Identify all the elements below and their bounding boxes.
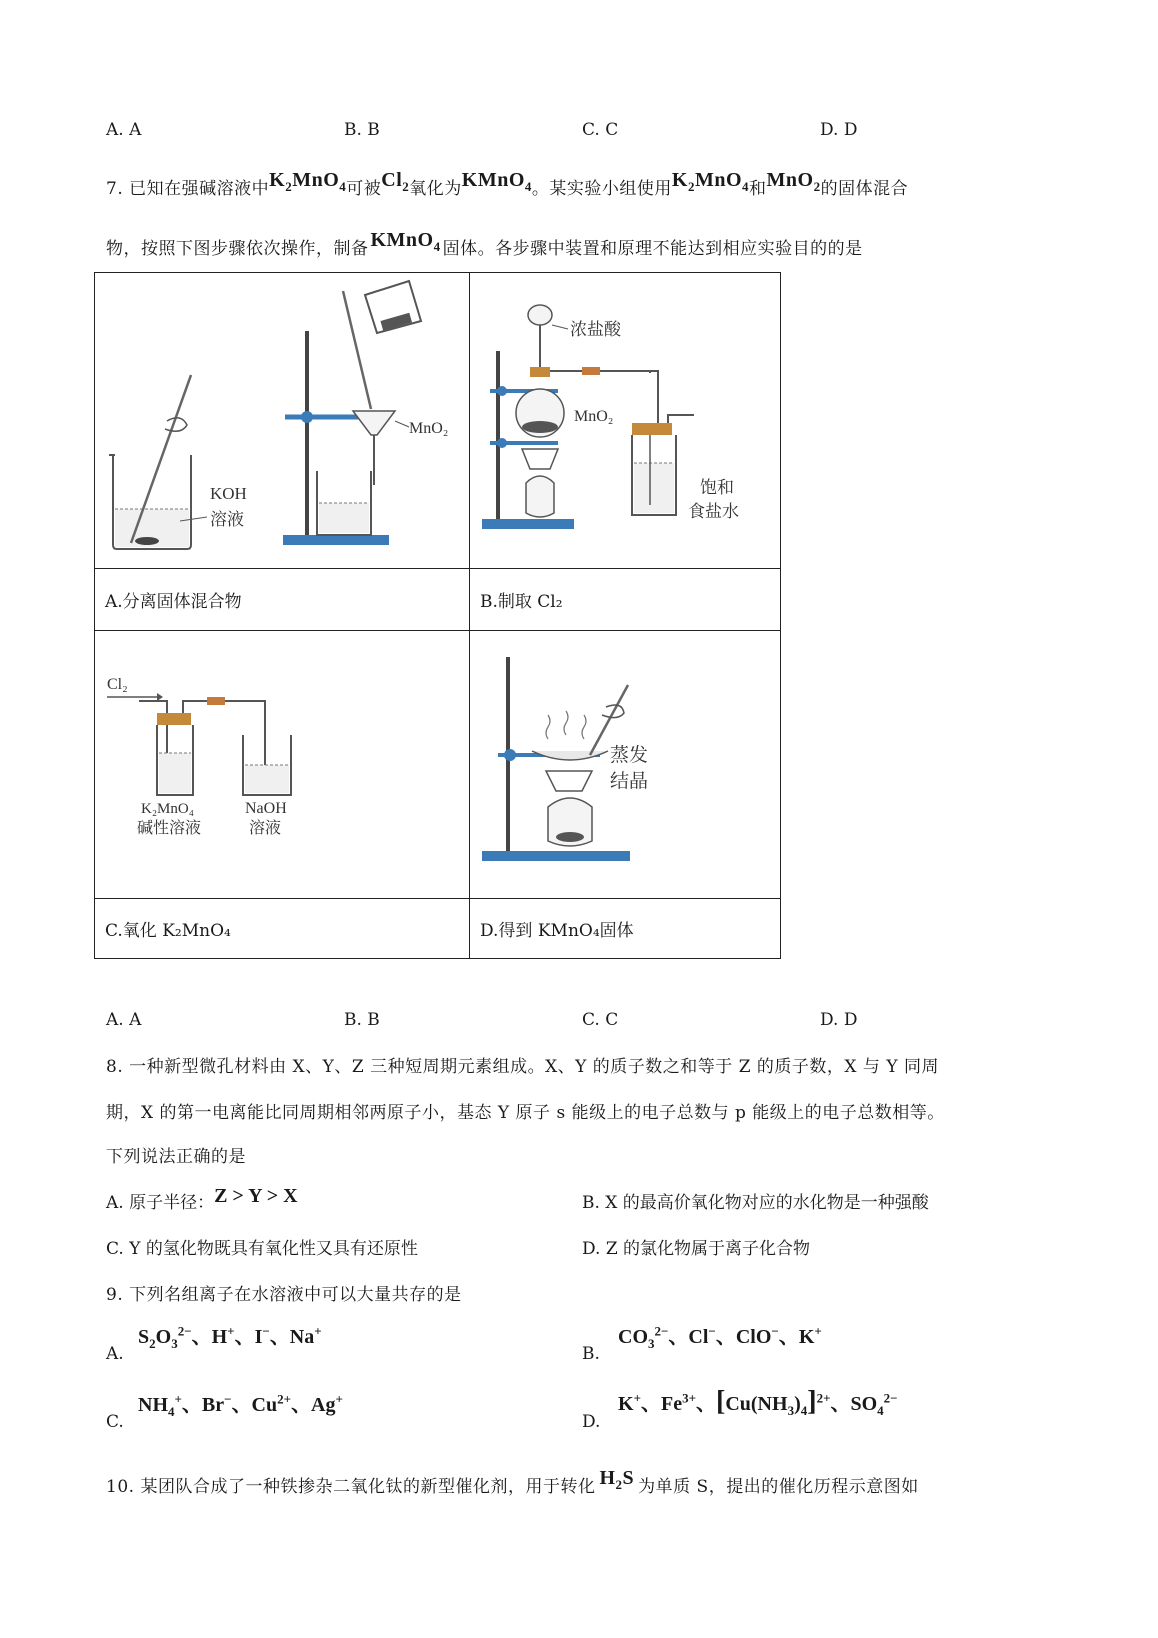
caption-c: C.氧化 K₂MnO₄ [95, 899, 470, 959]
q9-option-b-ions: $CO_3^{2-}$、Cl−、ClO−、K+ [618, 1323, 822, 1351]
conc-hcl-label: 浓盐酸 [570, 320, 621, 339]
q7-stem-line2: 物，按照下图步骤依次操作，制备 KMnO$_4$ 固体。各步骤中装置和原理不能达到相应实验目的的是 [106, 229, 863, 259]
cl2-inlet-label: Cl₂ [107, 676, 128, 693]
q7-option-c: C. C [582, 1010, 619, 1030]
q8-line1: 8. 一种新型微孔材料由 X、Y、Z 三种短周期元素组成。X、Y 的质子数之和等于 Z 的质子数，X 与 Y 同周 [106, 1057, 939, 1077]
q7-figure-d [470, 631, 781, 899]
q9-option-a-ions: $S_2O_3^{2-}$、H+、I−、Na+ [138, 1323, 322, 1351]
figure-b-cl2-generation [470, 273, 780, 563]
koh-label: KOH [210, 484, 247, 503]
crystallize-label: 结晶 [610, 771, 649, 792]
evaporate-label: 蒸发 [610, 745, 649, 766]
saturated-label: 饱和 [700, 478, 734, 497]
caption-a: A.分离固体混合物 [95, 569, 470, 631]
brine-label: 食盐水 [688, 502, 739, 521]
q7-figure-c [95, 631, 470, 899]
q9-label-b: B. [582, 1344, 600, 1364]
k2mno4-label: K₂MnO₄ [141, 801, 194, 817]
q7-apparatus-table [94, 272, 781, 959]
solution-label: 溶液 [210, 510, 244, 529]
mno2-label-b: MnO₂ [574, 408, 614, 425]
q8-option-d: D. Z 的氯化物属于离子化合物 [582, 1239, 811, 1259]
q8-option-a: A. 原子半径：Z > Y > X [106, 1185, 298, 1213]
q8-line3: 下列说法正确的是 [106, 1147, 246, 1167]
caption-b: B.制取 Cl₂ [470, 569, 781, 631]
q6-option-b: B. B [344, 120, 380, 140]
q9-stem: 9. 下列名组离子在水溶液中可以大量共存的是 [106, 1285, 462, 1305]
mno2-label-a: MnO₂ [409, 420, 449, 437]
q6-option-c: C. C [582, 120, 619, 140]
q9-option-d-ions: K+、$Fe^{3+}$、$[Cu(NH_3)_4]^{2+}$、$SO_4^{2-}$ [618, 1386, 898, 1418]
q8-line2: 期，X 的第一电离能比同周期相邻两原子小，基态 Y 原子 s 能级上的电子总数与 p 能级上的电子总数相等。 [106, 1103, 945, 1123]
q7-option-d: D. D [820, 1010, 858, 1030]
q7-figure-b [470, 273, 781, 569]
q9-label-a: A. [106, 1344, 124, 1364]
q7-option-a: A. A [106, 1010, 142, 1030]
q8-option-c: C. Y 的氢化物既具有氧化性又具有还原性 [106, 1239, 418, 1259]
naoh-solution-label: 溶液 [249, 820, 282, 837]
figure-a-filtration [95, 273, 469, 563]
q10-stem: 10. 某团队合成了一种铁掺杂二氧化钛的新型催化剂，用于转化 $H_2S$ 为单质 S，提出的催化历程示意图如 [106, 1467, 919, 1497]
caption-d: D.得到 KMnO₄固体 [470, 899, 781, 959]
figure-c-oxidation [95, 631, 469, 893]
figure-d-evaporation [470, 631, 780, 893]
q7-stem-line1: 7. 已知在强碱溶液中$K_2MnO_4$可被$Cl_2$氧化为KMnO$_4$。某实验小组使用$K_2MnO_4$和MnO$_2$的固体混合 [106, 169, 909, 199]
naoh-label: NaOH [245, 800, 287, 817]
q9-option-c-ions: $NH_4^+$、Br−、$Cu^{2+}$、Ag+ [138, 1391, 343, 1419]
q6-option-a: A. A [106, 120, 142, 140]
q7-figure-a [95, 273, 470, 569]
q8-option-b: B. X 的最高价氧化物对应的水化物是一种强酸 [582, 1193, 929, 1213]
alkaline-label: 碱性溶液 [137, 820, 202, 837]
q9-label-c: C. [106, 1412, 124, 1432]
q7-option-b: B. B [344, 1010, 380, 1030]
q6-option-d: D. D [820, 120, 858, 140]
q9-label-d: D. [582, 1412, 601, 1432]
